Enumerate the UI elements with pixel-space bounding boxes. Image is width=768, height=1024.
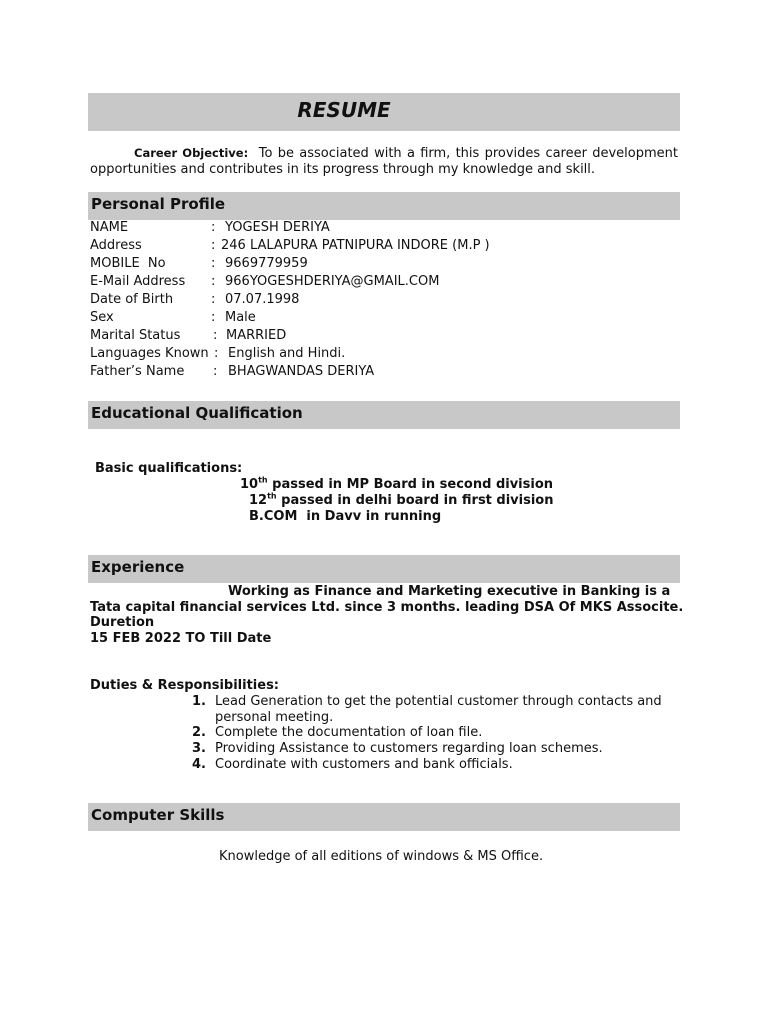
- profile-label: Date of Birth: [90, 292, 174, 307]
- profile-sep: :: [213, 364, 218, 379]
- profile-row-name: [90, 219, 330, 237]
- profile-value: English and Hindi.: [228, 346, 346, 361]
- personal-profile-heading: Personal Profile: [91, 195, 226, 213]
- profile-sep: :: [211, 238, 216, 253]
- duty-number: 3.: [192, 741, 206, 756]
- qualification-sup: th: [267, 491, 277, 501]
- profile-value: 966YOGESHDERIYA@GMAIL.COM: [225, 274, 440, 289]
- duty-text: Lead Generation to get the potential customer through contacts and personal meeting.: [215, 694, 662, 725]
- qualification-text: passed in delhi board in first division: [276, 493, 554, 508]
- qualification-num: 12: [249, 493, 268, 508]
- computer-skills-heading: Computer Skills: [91, 806, 225, 824]
- profile-sep: :: [213, 328, 218, 343]
- duty-text: Complete the documentation of loan file.: [215, 725, 483, 740]
- profile-row-address: [90, 237, 490, 255]
- profile-row-email: [90, 273, 440, 291]
- duty-number: 2.: [192, 725, 206, 740]
- profile-label: MOBILE No: [90, 256, 166, 271]
- qualification-text: B.COM in Davv in running: [249, 509, 442, 524]
- profile-value: BHAGWANDAS DERIYA: [228, 364, 375, 379]
- duty-number: 4.: [192, 757, 206, 772]
- profile-label: E-Mail Address: [90, 274, 186, 289]
- qualification-text: passed in MP Board in second division: [267, 477, 554, 492]
- career-objective-text: To be associated with a firm, this provides career development opportunities and contributes in its progress through my knowledge and skill.: [90, 146, 678, 177]
- computer-skills-text: Knowledge of all editions of windows & MS Office.: [219, 849, 544, 864]
- profile-label: Sex: [90, 310, 114, 325]
- duration-label: Duretion: [90, 615, 155, 630]
- experience-line-1: Working as Finance and Marketing executive in Banking is a: [228, 584, 671, 599]
- profile-sep: :: [211, 310, 216, 325]
- resume-title: RESUME: [297, 98, 391, 122]
- experience-heading: Experience: [91, 558, 185, 576]
- career-objective: [90, 145, 678, 178]
- profile-sep: :: [211, 292, 216, 307]
- duration-value: 15 FEB 2022 TO Till Date: [90, 631, 272, 646]
- qualification-num: 10: [240, 477, 259, 492]
- profile-label: Marital Status: [90, 328, 181, 343]
- duty-text: Coordinate with customers and bank officials.: [215, 757, 513, 772]
- duty-number: 1.: [192, 694, 206, 709]
- duties-label: Duties & Responsibilities:: [90, 678, 280, 693]
- education-heading: Educational Qualification: [91, 404, 303, 422]
- career-objective-label: Career Objective:: [134, 146, 249, 160]
- profile-value: 246 LALAPURA PATNIPURA INDORE (M.P ): [221, 238, 490, 253]
- profile-label: NAME: [90, 220, 129, 235]
- profile-sep: :: [214, 346, 219, 361]
- profile-row-dob: [90, 291, 300, 309]
- profile-row-marital: [90, 327, 287, 345]
- profile-value: 07.07.1998: [225, 292, 300, 307]
- title-band: [88, 93, 680, 131]
- profile-row-mobile: [90, 255, 308, 273]
- profile-value: YOGESH DERIYA: [225, 220, 330, 235]
- profile-label: Address: [90, 238, 142, 253]
- profile-row-father: [90, 363, 375, 381]
- profile-label: Father’s Name: [90, 364, 185, 379]
- profile-sep: :: [211, 220, 216, 235]
- profile-value: 9669779959: [225, 256, 308, 271]
- profile-value: MARRIED: [226, 328, 287, 343]
- profile-row-languages: [90, 345, 346, 363]
- qualification-item: [249, 508, 441, 526]
- experience-line-2: Tata capital financial services Ltd. since 3 months. leading DSA Of MKS Associte.: [90, 600, 684, 615]
- profile-label: Languages Known: [90, 346, 209, 361]
- profile-value: Male: [225, 310, 256, 325]
- qualification-sup: th: [258, 475, 268, 485]
- duty-text: Providing Assistance to customers regarding loan schemes.: [215, 741, 603, 756]
- profile-sep: :: [211, 274, 216, 289]
- profile-sep: :: [211, 256, 216, 271]
- profile-row-sex: [90, 309, 256, 327]
- basic-qualifications-label: Basic qualifications:: [95, 461, 243, 476]
